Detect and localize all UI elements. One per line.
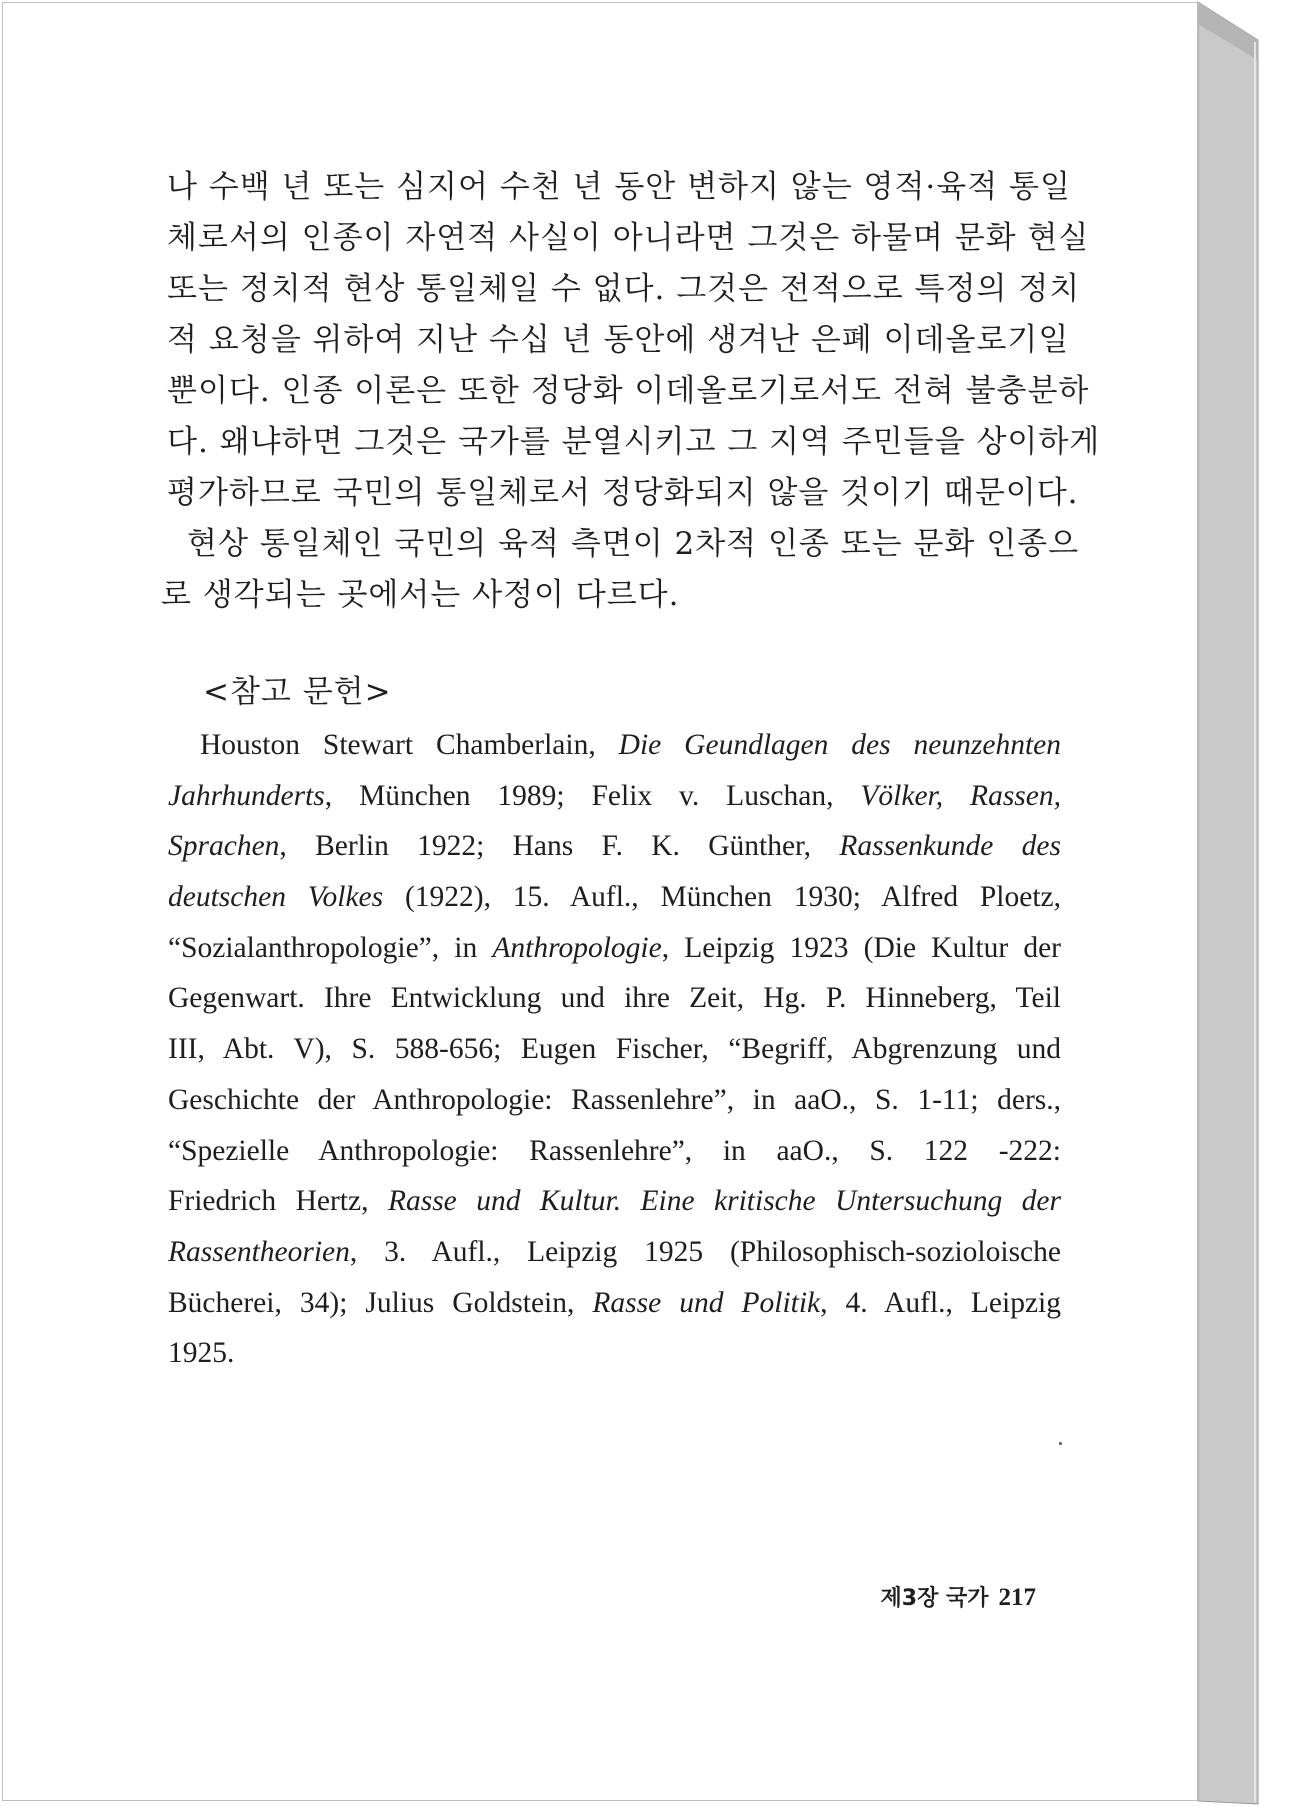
reference-title-italic: Die Geundlagen des neunzehnten bbox=[618, 729, 1061, 761]
reference-text: Friedrich Hertz, bbox=[168, 1185, 388, 1218]
reference-title-italic: Völker, Rassen, bbox=[860, 779, 1062, 812]
reference-text: , Berlin 1922; Hans F. K. Günther, bbox=[279, 830, 840, 863]
reference-line bbox=[168, 720, 1061, 771]
reference-text: (1922), 15. Aufl., München 1930; Alfred Ploetz, bbox=[383, 881, 1061, 914]
reference-text: Bücherei, 34); Julius Goldstein, bbox=[168, 1286, 593, 1319]
reference-title-italic: deutschen Volkes bbox=[168, 881, 384, 914]
reference-title-italic: Rasse und Politik bbox=[592, 1286, 821, 1319]
reference-line bbox=[168, 1126, 1061, 1177]
reference-text: “Spezielle Anthropologie: Rassenlehre”, in aaO., S. 122 -222: bbox=[168, 1134, 1061, 1167]
reference-line bbox=[168, 872, 1061, 923]
reference-text: “Sozialanthropologie”, in bbox=[168, 931, 493, 964]
body-line: 뿐이다. 인종 이론은 또한 정당화 이데올로기로서도 전혀 불충분하 bbox=[167, 373, 1090, 409]
body-line: 로 생각되는 곳에서는 사정이 다르다. bbox=[161, 577, 680, 613]
body-line: 또는 정치적 현상 통일체일 수 없다. 그것은 전적으로 특정의 정치 bbox=[167, 271, 1081, 307]
reference-line bbox=[168, 771, 1061, 822]
reference-line bbox=[168, 1328, 1061, 1379]
reference-line bbox=[168, 1024, 1061, 1075]
body-line: 나 수백 년 또는 심지어 수천 년 동안 변하지 않는 영적·육적 통일 bbox=[167, 169, 1071, 205]
reference-title-italic: Sprachen bbox=[168, 830, 280, 863]
reference-line bbox=[168, 821, 1061, 872]
reference-text: , 4. Aufl., Leipzig bbox=[820, 1286, 1061, 1319]
body-line: 체로서의 인종이 자연적 사실이 아니라면 그것은 하물며 문화 현실 bbox=[167, 220, 1090, 256]
reference-text: III, Abt. V), S. 588-656; Eugen Fischer, “Begriff, Abgrenzung und bbox=[168, 1033, 1061, 1066]
speck bbox=[1059, 1442, 1062, 1445]
reference-line bbox=[168, 1075, 1061, 1126]
reference-text: , Leipzig 1923 (Die Kultur der bbox=[661, 931, 1061, 964]
references-heading: <참고 문헌> bbox=[203, 674, 392, 710]
reference-line bbox=[168, 973, 1061, 1024]
reference-text: , 3. Aufl., Leipzig 1925 (Philosophisch-sozioloische bbox=[349, 1235, 1061, 1268]
reference-text: Houston Stewart Chamberlain, bbox=[200, 729, 619, 761]
reference-text: 1925. bbox=[168, 1337, 235, 1370]
page-footer bbox=[846, 1580, 1036, 1617]
reference-title-italic: Jahrhunderts bbox=[168, 779, 325, 812]
references-list bbox=[168, 720, 1061, 1379]
body-line: 적 요청을 위하여 지난 수십 년 동안에 생겨난 은폐 이데올로기일 bbox=[167, 322, 1070, 358]
reference-title-italic: Rassentheorien bbox=[168, 1235, 350, 1268]
body-line: 다. 왜냐하면 그것은 국가를 분열시키고 그 지역 주민들을 상이하게 bbox=[167, 424, 1101, 460]
reference-text: , München 1989; Felix v. Luschan, bbox=[324, 779, 861, 812]
reference-line bbox=[168, 1176, 1061, 1227]
reference-title-italic: Rassenkunde des bbox=[839, 830, 1061, 863]
reference-line bbox=[168, 1227, 1061, 1278]
reference-title-italic: Anthropologie bbox=[492, 931, 662, 964]
chapter-label: 제3장 국가 bbox=[880, 1586, 989, 1611]
reference-text: Geschichte der Anthropologie: Rassenlehre”, in aaO., S. 1-11; ders., bbox=[168, 1083, 1061, 1116]
page-number: 217 bbox=[998, 1584, 1036, 1611]
reference-line bbox=[168, 923, 1061, 974]
reference-text: Gegenwart. Ihre Entwicklung und ihre Zeit, Hg. P. Hinneberg, Teil bbox=[168, 982, 1061, 1015]
body-line: 평가하므로 국민의 통일체로서 정당화되지 않을 것이기 때문이다. bbox=[167, 475, 1079, 511]
body-text bbox=[161, 162, 1101, 621]
reference-title-italic: Rasse und Kultur. Eine kritische Untersuchung der bbox=[387, 1185, 1061, 1218]
reference-line bbox=[168, 1278, 1061, 1329]
body-line: 현상 통일체인 국민의 육적 측면이 2차적 인종 또는 문화 인종으 bbox=[187, 526, 1080, 562]
